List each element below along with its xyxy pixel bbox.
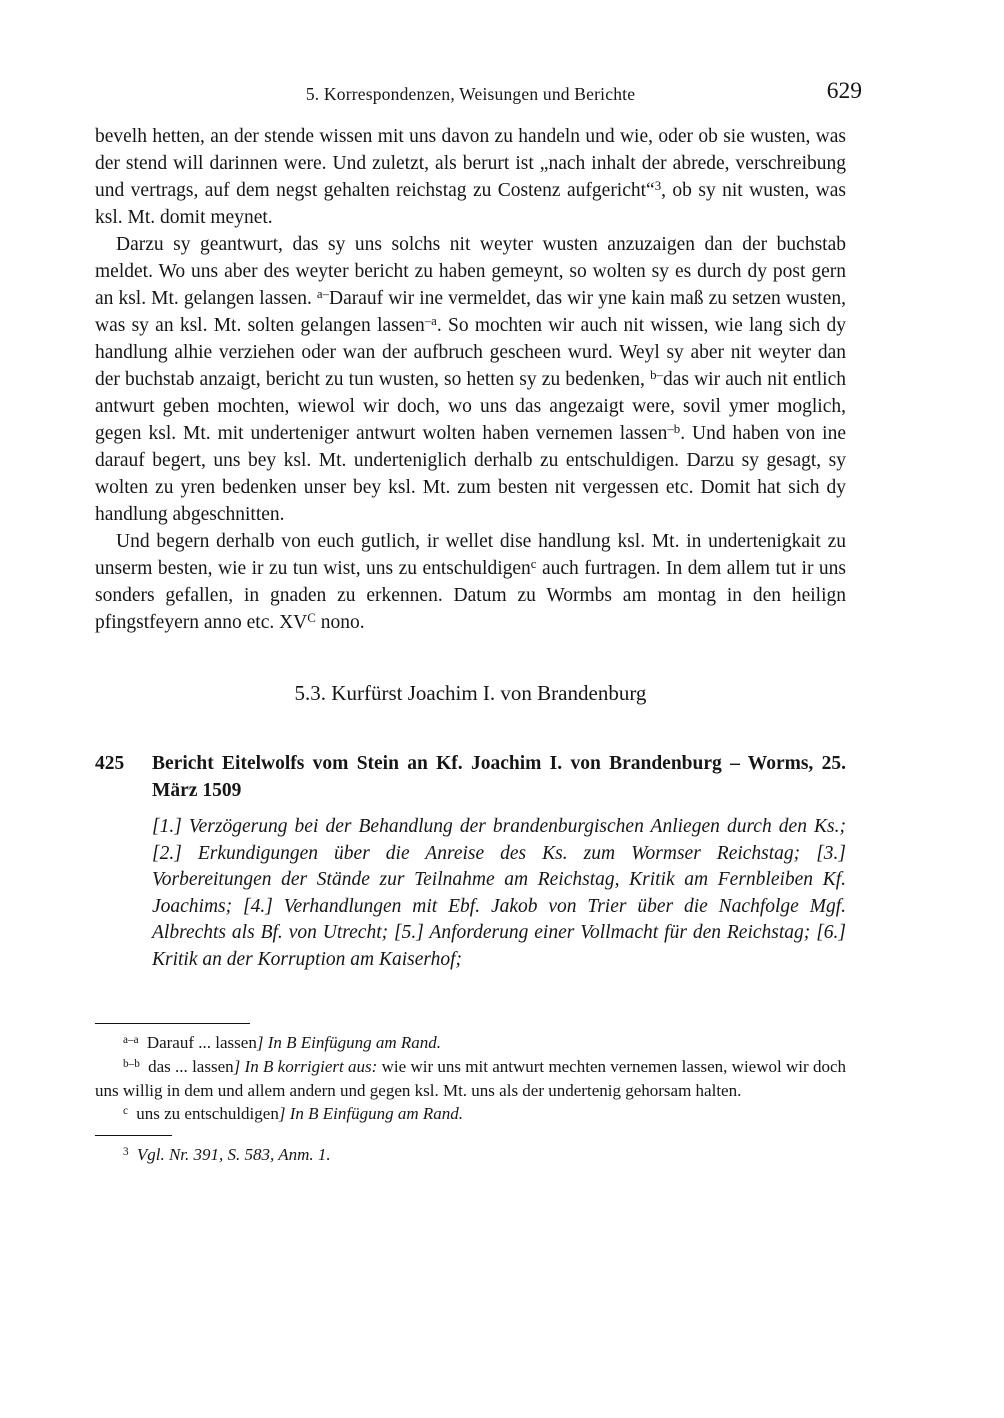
footnote-separator-line — [95, 1135, 172, 1136]
apparatus-notes — [95, 1031, 846, 1126]
entry-number: 425 — [95, 753, 125, 774]
body-paragraph: Und begern derhalb von euch gutlich, ir wellet dise handlung ksl. Mt. in undertenigkait zu unserm besten, wie ir zu tun wist, uns zu entschuldigen$^c$ auch furtragen. In dem allem tut ir uns sonders gefallen, in gnaden zu erkennen. Datum zu Wormbs am montag in den heilign pfingstfeyern anno etc. $XV^C$ nono. — [95, 531, 847, 633]
apparatus-note-b: $^{b-b}$ das ... lassen] In B korrigiert aus: wie wir uns mit antwurt mechten vernemen lassen, wiewol wir doch uns willig in dem und allem andern und gegen ksl. Mt. uns als der undertenig gehorsam halten. — [95, 1056, 847, 1100]
body-text — [95, 123, 846, 636]
apparatus-note-c: $^c$ uns zu entschuldigen] In B Einfügung am Rand. — [123, 1104, 463, 1124]
page-content — [95, 0, 862, 1167]
footnote-3: $^3$ Vgl. Nr. 391, S. 583, Anm. 1. — [123, 1145, 331, 1165]
page-header — [95, 78, 862, 110]
apparatus-block — [95, 1023, 846, 1167]
entry-summary: [1.] Verzögerung bei der Behandlung der brandenburgischen Anliegen durch den Ks.; [2.] Erkundigungen über die Anreise des Ks. zum Wormser Reichstag; [3.] Vorbereitungen der Stände zur Teilnahme am Reichstag, Kritik am Fernbleiben Kf. Joachims; [4.] Verhandlungen mit Ebf. Jakob von Trier über die Nachfolge Mgf. Albrechts als Bf. von Utrecht; [5.] Anforderung einer Vollmacht für den Reichstag; [6.] Kritik an der Korruption am Kaiserhof; — [152, 816, 846, 970]
entry-title: Bericht Eitelwolfs vom Stein an Kf. Joachim I. von Brandenburg – Worms, 25. März 1509 — [152, 753, 846, 801]
running-title: 5. Korrespondenzen, Weisungen und Berichte — [305, 84, 636, 104]
section-heading: 5.3. Kurfürst Joachim I. von Brandenburg — [294, 681, 647, 705]
entry-heading — [95, 750, 846, 804]
body-paragraph: Darzu sy geantwurt, das sy uns solchs nit weyter wusten anzuzaigen dan der buchstab meldet. Wo uns aber des weyter bericht zu haben gemeynt, so wolten sy es durch dy post gern an ksl. Mt. gelangen lassen. $^{a-}$Darauf wir ine vermeldet, das wir yne kain maß zu setzen wusten, was sy an ksl. Mt. solten gelangen lassen$^{-a}$. So mochten wir auch nit wissen, wie lang sich dy handlung alhie verziehen oder wan der aufbruch gescheen wurd. Weyl sy aber nit weyter dan der buchstab anzaigt, bericht zu tun wusten, so hetten sy zu bedenken, $^{b-}$das wir auch nit entlich antwurt geben mochten, wiewol wir doch, wo uns das angezaigt were, sovil ymer moglich, gegen ksl. Mt. mit underteniger antwurt wolten haben vernemen lassen$^{-b}$. Und haben von ine darauf begert, uns bey ksl. Mt. underteniglich derhalb zu entschuldigen. Darzu sy gesagt, sy wolten zu yren bedenken unser bey ksl. Mt. zum besten nit vergessen etc. Domit hat sich dy handlung abgeschnitten. — [95, 234, 846, 525]
footnotes-block — [95, 1143, 846, 1167]
apparatus-separator-line — [95, 1023, 250, 1024]
body-paragraph: bevelh hetten, an der stende wissen mit uns davon zu handeln und wie, oder ob sie wusten, was der stend will darinnen were. Und zuletzt, als berurt ist „nach inhalt der abrede, verschreibung und vertrags, auf dem negst gehalten reichstag zu Costenz aufgericht“$^3$, ob sy nit wusten, was ksl. Mt. domit meynet. — [95, 126, 846, 228]
page-number: 629 — [826, 78, 862, 104]
apparatus-note-a: $^{a-a}$ Darauf ... lassen] In B Einfügung am Rand. — [123, 1033, 441, 1052]
